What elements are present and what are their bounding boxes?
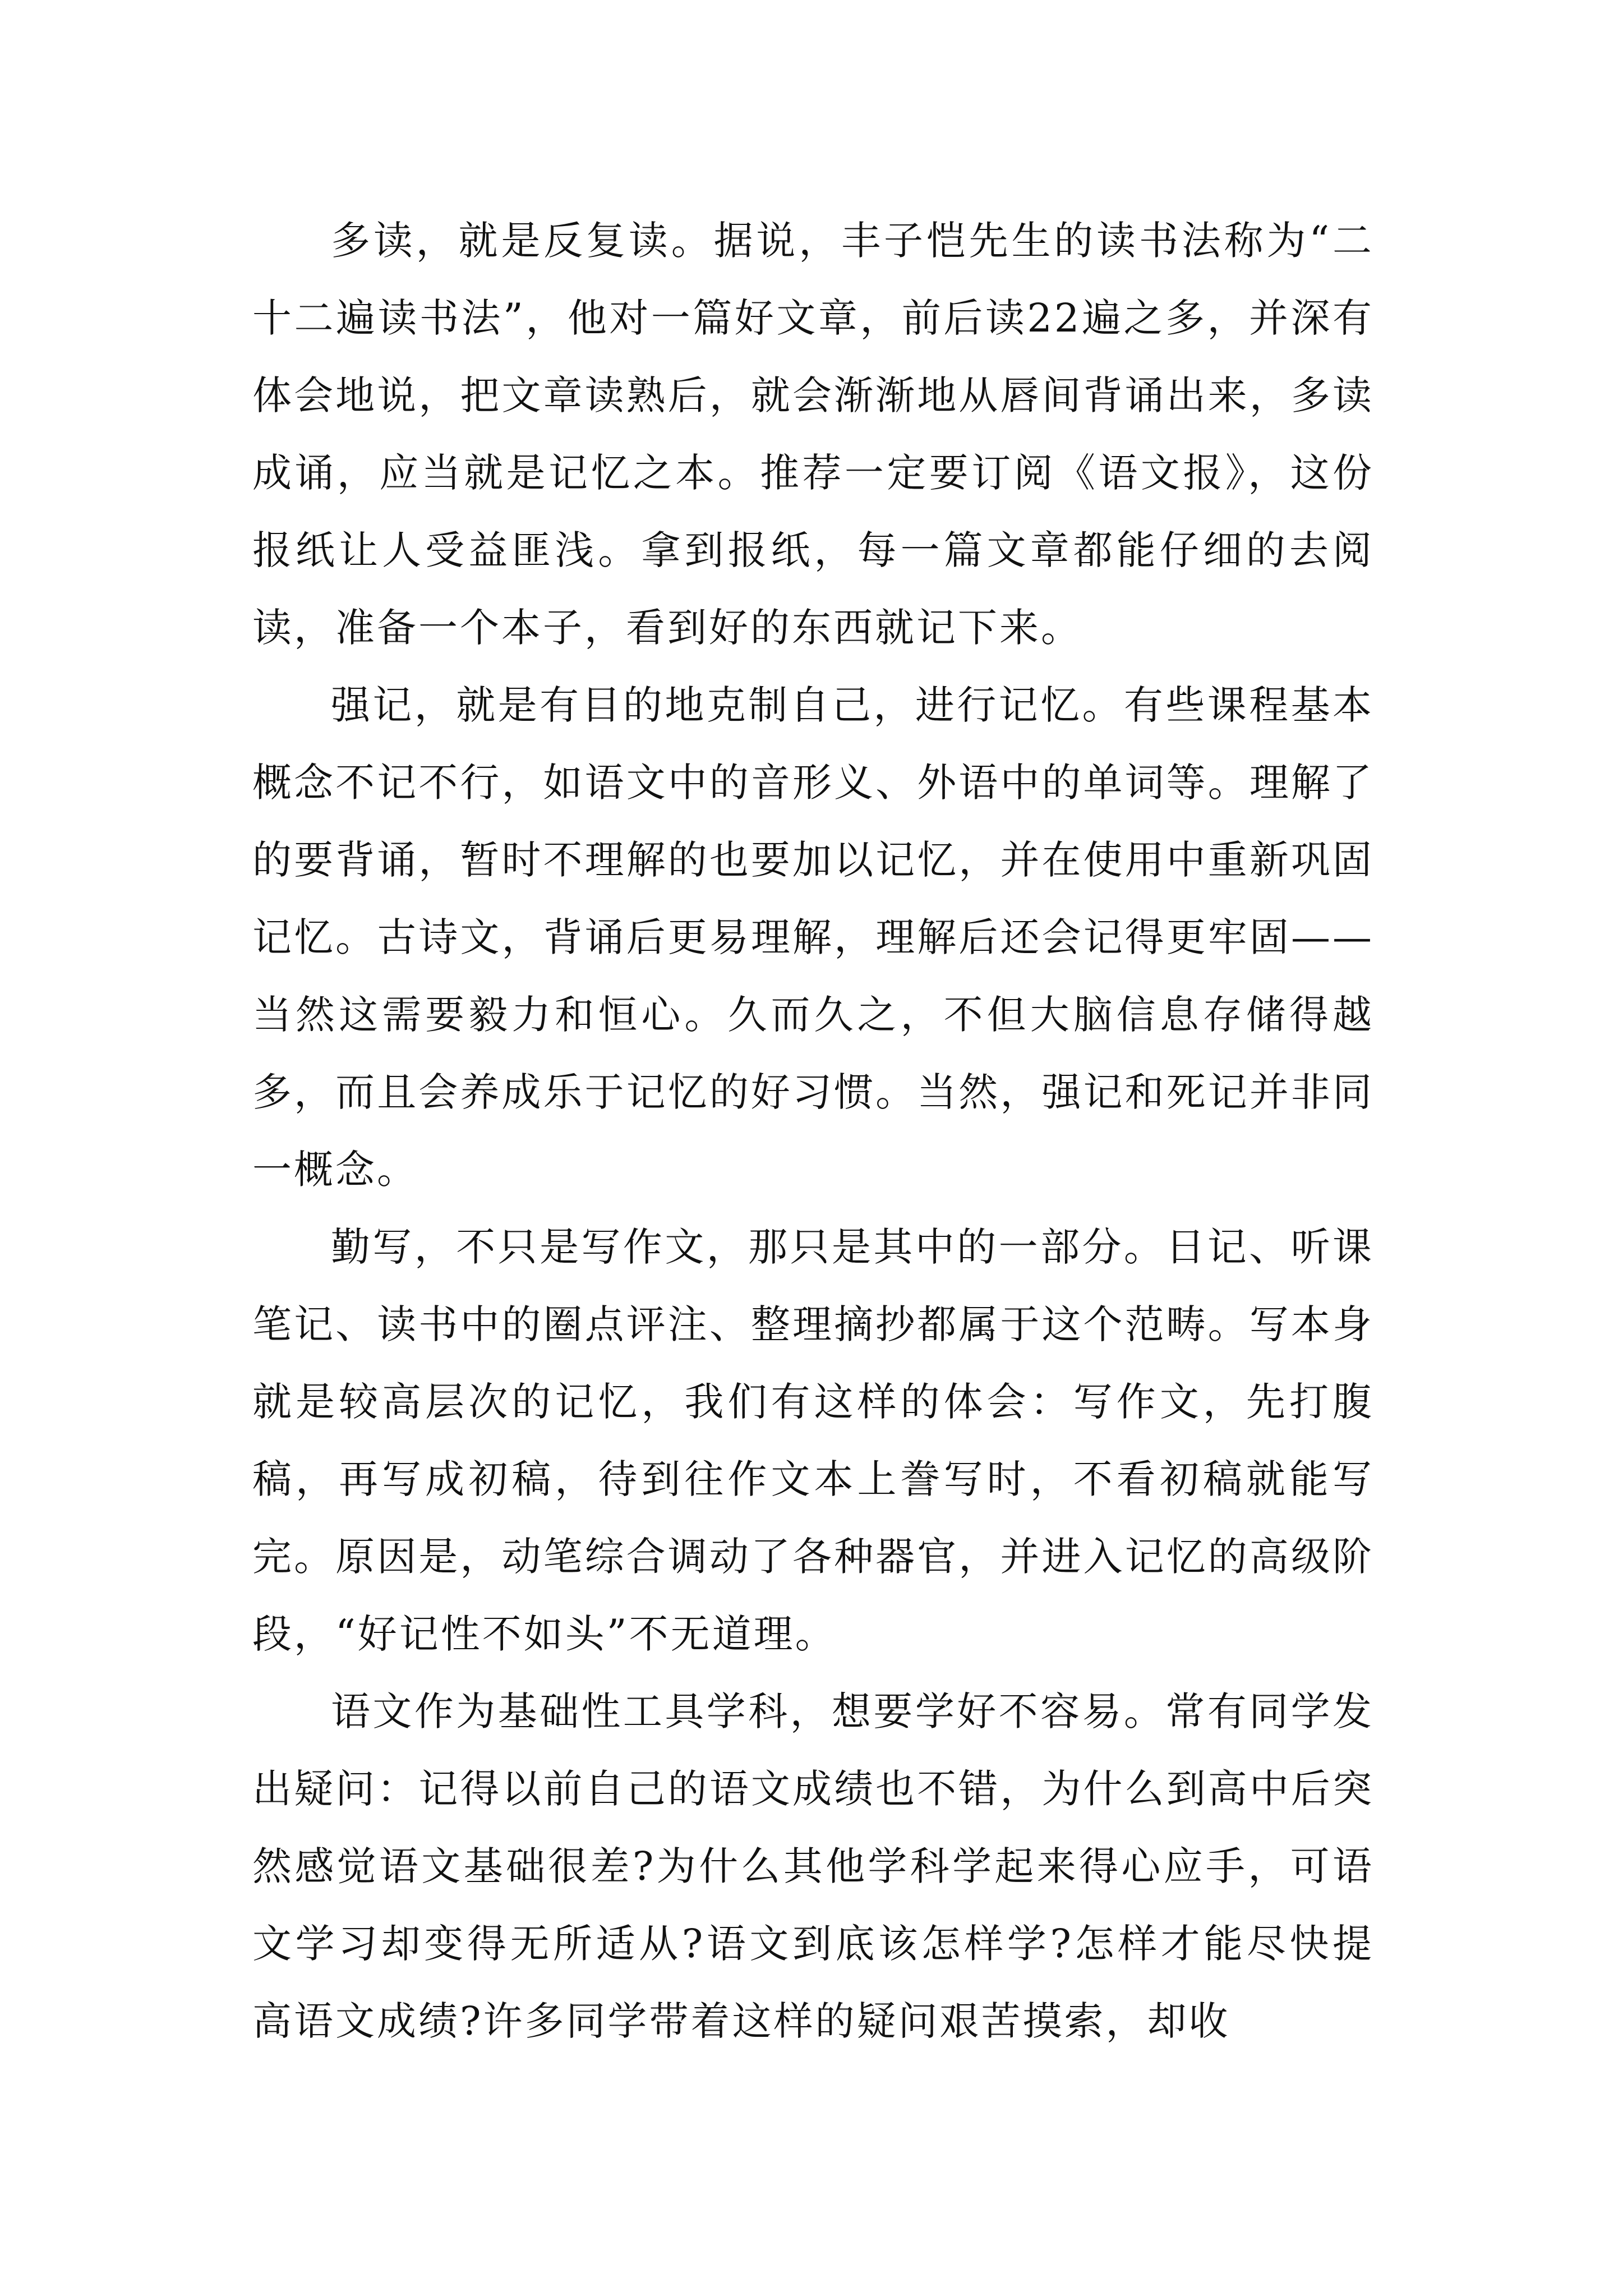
paragraph-reading: 多读，就是反复读。据说，丰子恺先生的读书法称为“二十二遍读书法”，他对一篇好文章，前后读22遍之多，并深有体会地说，把文章读熟后，就会渐渐地从唇间背诵出来，多读成诵，应当就是记忆之本。推荐一定要订阅《语文报》，这份报纸让人受益匪浅。拿到报纸，每一篇文章都能仔细的去阅读，准备一个本子，看到好的东西就记下来。	[252, 218, 1374, 651]
paragraph-chinese-learning: 语文作为基础性工具学科，想要学好不容易。常有同学发出疑问：记得以前自己的语文成绩也不错，为什么到高中后突然感觉语文基础很差?为什么其他学科学起来得心应手，可语文学习却变得无所适从?语文到底该怎样学?怎样才能尽快提高语文成绩?许多同学带着这样的疑问艰苦摸索，却收	[252, 1688, 1374, 2044]
paragraph-memorizing: 强记，就是有目的地克制自己，进行记忆。有些课程基本概念不记不行，如语文中的音形义、外语中的单词等。理解了的要背诵，暂时不理解的也要加以记忆，并在使用中重新巩固记忆。古诗文，背诵后更易理解，理解后还会记得更牢固——当然这需要毅力和恒心。久而久之，不但大脑信息存储得越多，而且会养成乐于记忆的好习惯。当然，强记和死记并非同一概念。	[252, 682, 1374, 1193]
paragraph-writing: 勤写，不只是写作文，那只是其中的一部分。日记、听课笔记、读书中的圈点评注、整理摘抄都属于这个范畴。写本身就是较高层次的记忆，我们有这样的体会：写作文，先打腹稿，再写成初稿，待到往作文本上誊写时，不看初稿就能写完。原因是，动笔综合调动了各种器官，并进入记忆的高级阶段，“好记性不如头”不无道理。	[252, 1224, 1374, 1657]
body-text	[252, 202, 1374, 2060]
